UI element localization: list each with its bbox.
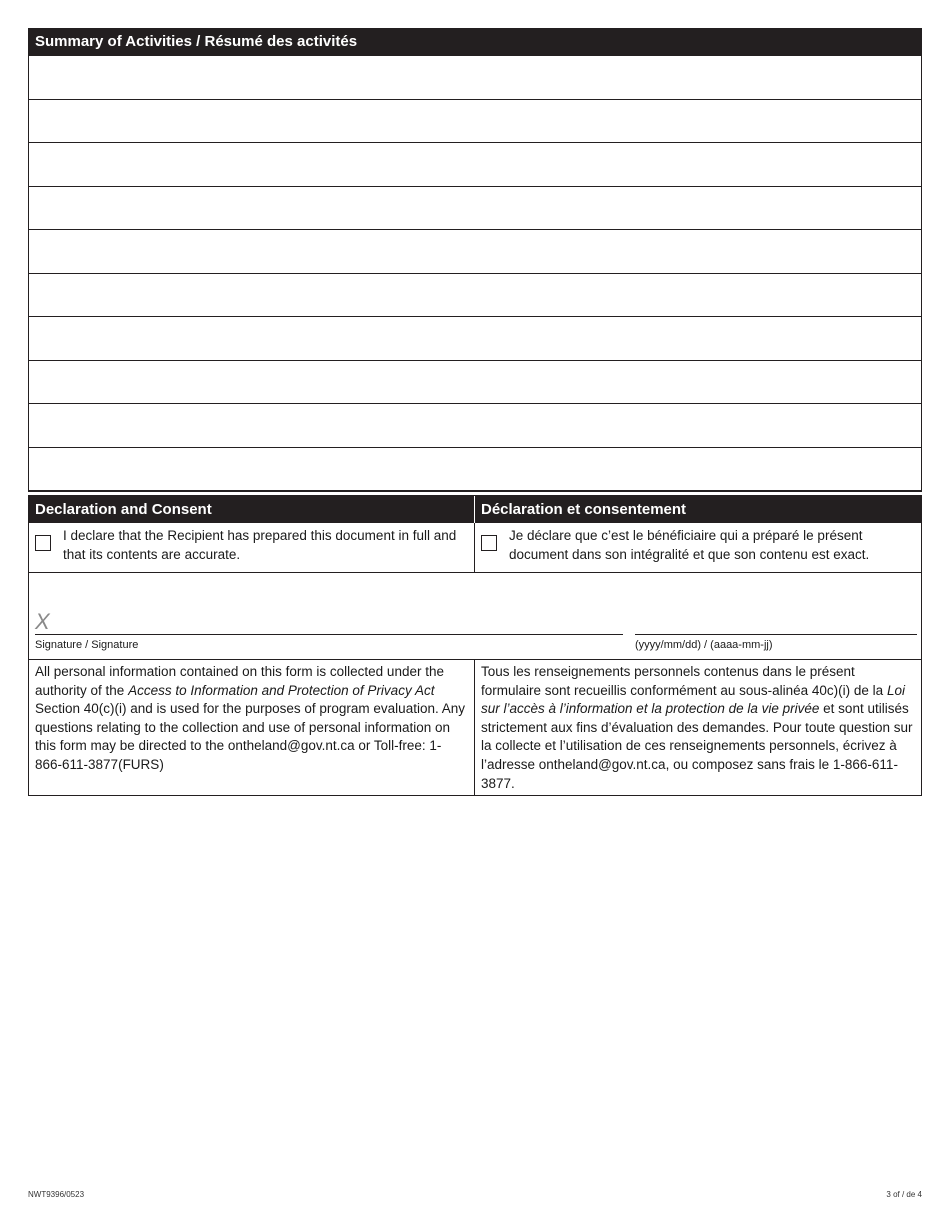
- privacy-fr-text-1: Tous les renseignements personnels contenus dans le présent formulaire sont recueillis conformément au sous-alinéa 40c)(i) de la: [481, 664, 887, 698]
- summary-row-3[interactable]: [29, 142, 921, 186]
- consent-en-text: I declare that the Recipient has prepared this document in full and that its contents are accurate.: [63, 528, 457, 562]
- page-number: 3 of / de 4: [886, 1190, 922, 1199]
- summary-row-5[interactable]: [29, 229, 921, 273]
- summary-row-9[interactable]: [29, 403, 921, 447]
- summary-row-4[interactable]: [29, 186, 921, 230]
- privacy-notice: [29, 660, 921, 795]
- form-number: NWT9396/0523: [28, 1190, 85, 1199]
- signature-field[interactable]: [35, 634, 623, 635]
- consent-row: [29, 523, 921, 573]
- declaration-header: [29, 496, 921, 523]
- consent-fr-checkbox[interactable]: [481, 535, 497, 551]
- privacy-en-text-2: Section 40(c)(i) and is used for the purposes of program evaluation. Any questions relating to the collection and use of personal information on this form may be directed to the ontheland@gov.nt.ca or Toll-free: 1-866-611-3877(FURS): [35, 701, 465, 772]
- summary-row-10[interactable]: [29, 447, 921, 491]
- privacy-notice-en: [29, 660, 475, 795]
- signature-label: Signature / Signature: [35, 639, 139, 651]
- summary-row-8[interactable]: [29, 360, 921, 404]
- consent-fr-text: Je déclare que c’est le bénéficiaire qui a préparé le présent document dans son intégralité et que son contenu est exact.: [509, 528, 870, 562]
- summary-header: Summary of Activities / Résumé des activités: [29, 29, 921, 55]
- signature-x-mark: X: [35, 609, 50, 634]
- summary-row-1[interactable]: [29, 55, 921, 99]
- date-label: (yyyy/mm/dd) / (aaaa-mm-jj): [635, 639, 773, 651]
- declaration-header-fr: Déclaration et consentement: [481, 501, 687, 518]
- privacy-en-act-title: Access to Information and Protection of Privacy Act: [128, 682, 435, 698]
- declaration-section: [28, 495, 922, 796]
- signature-row: [29, 573, 921, 660]
- summary-row-2[interactable]: [29, 99, 921, 143]
- consent-en: [29, 523, 475, 572]
- privacy-en-text-1: All personal information contained on this form is collected under the authority of the: [35, 664, 444, 698]
- summary-of-activities-section: [28, 28, 922, 492]
- summary-row-6[interactable]: [29, 273, 921, 317]
- date-field[interactable]: [635, 634, 917, 635]
- consent-fr: [475, 523, 921, 572]
- privacy-fr-act-title: Loi sur l’accès à l’information et la protection de la vie privée: [481, 682, 905, 717]
- summary-row-7[interactable]: [29, 316, 921, 360]
- privacy-fr-text-2: et sont utilisés strictement aux fins d’évaluation des demandes. Pour toute question sur la collecte et l’utilisation de ces renseignements personnels, écrivez à l’adresse ontheland@gov.nt.ca, ou composez sans frais le 1-866-611-3877.: [481, 701, 913, 791]
- privacy-notice-fr: [475, 660, 921, 795]
- declaration-header-en: Declaration and Consent: [29, 496, 475, 523]
- consent-en-checkbox[interactable]: [35, 535, 51, 551]
